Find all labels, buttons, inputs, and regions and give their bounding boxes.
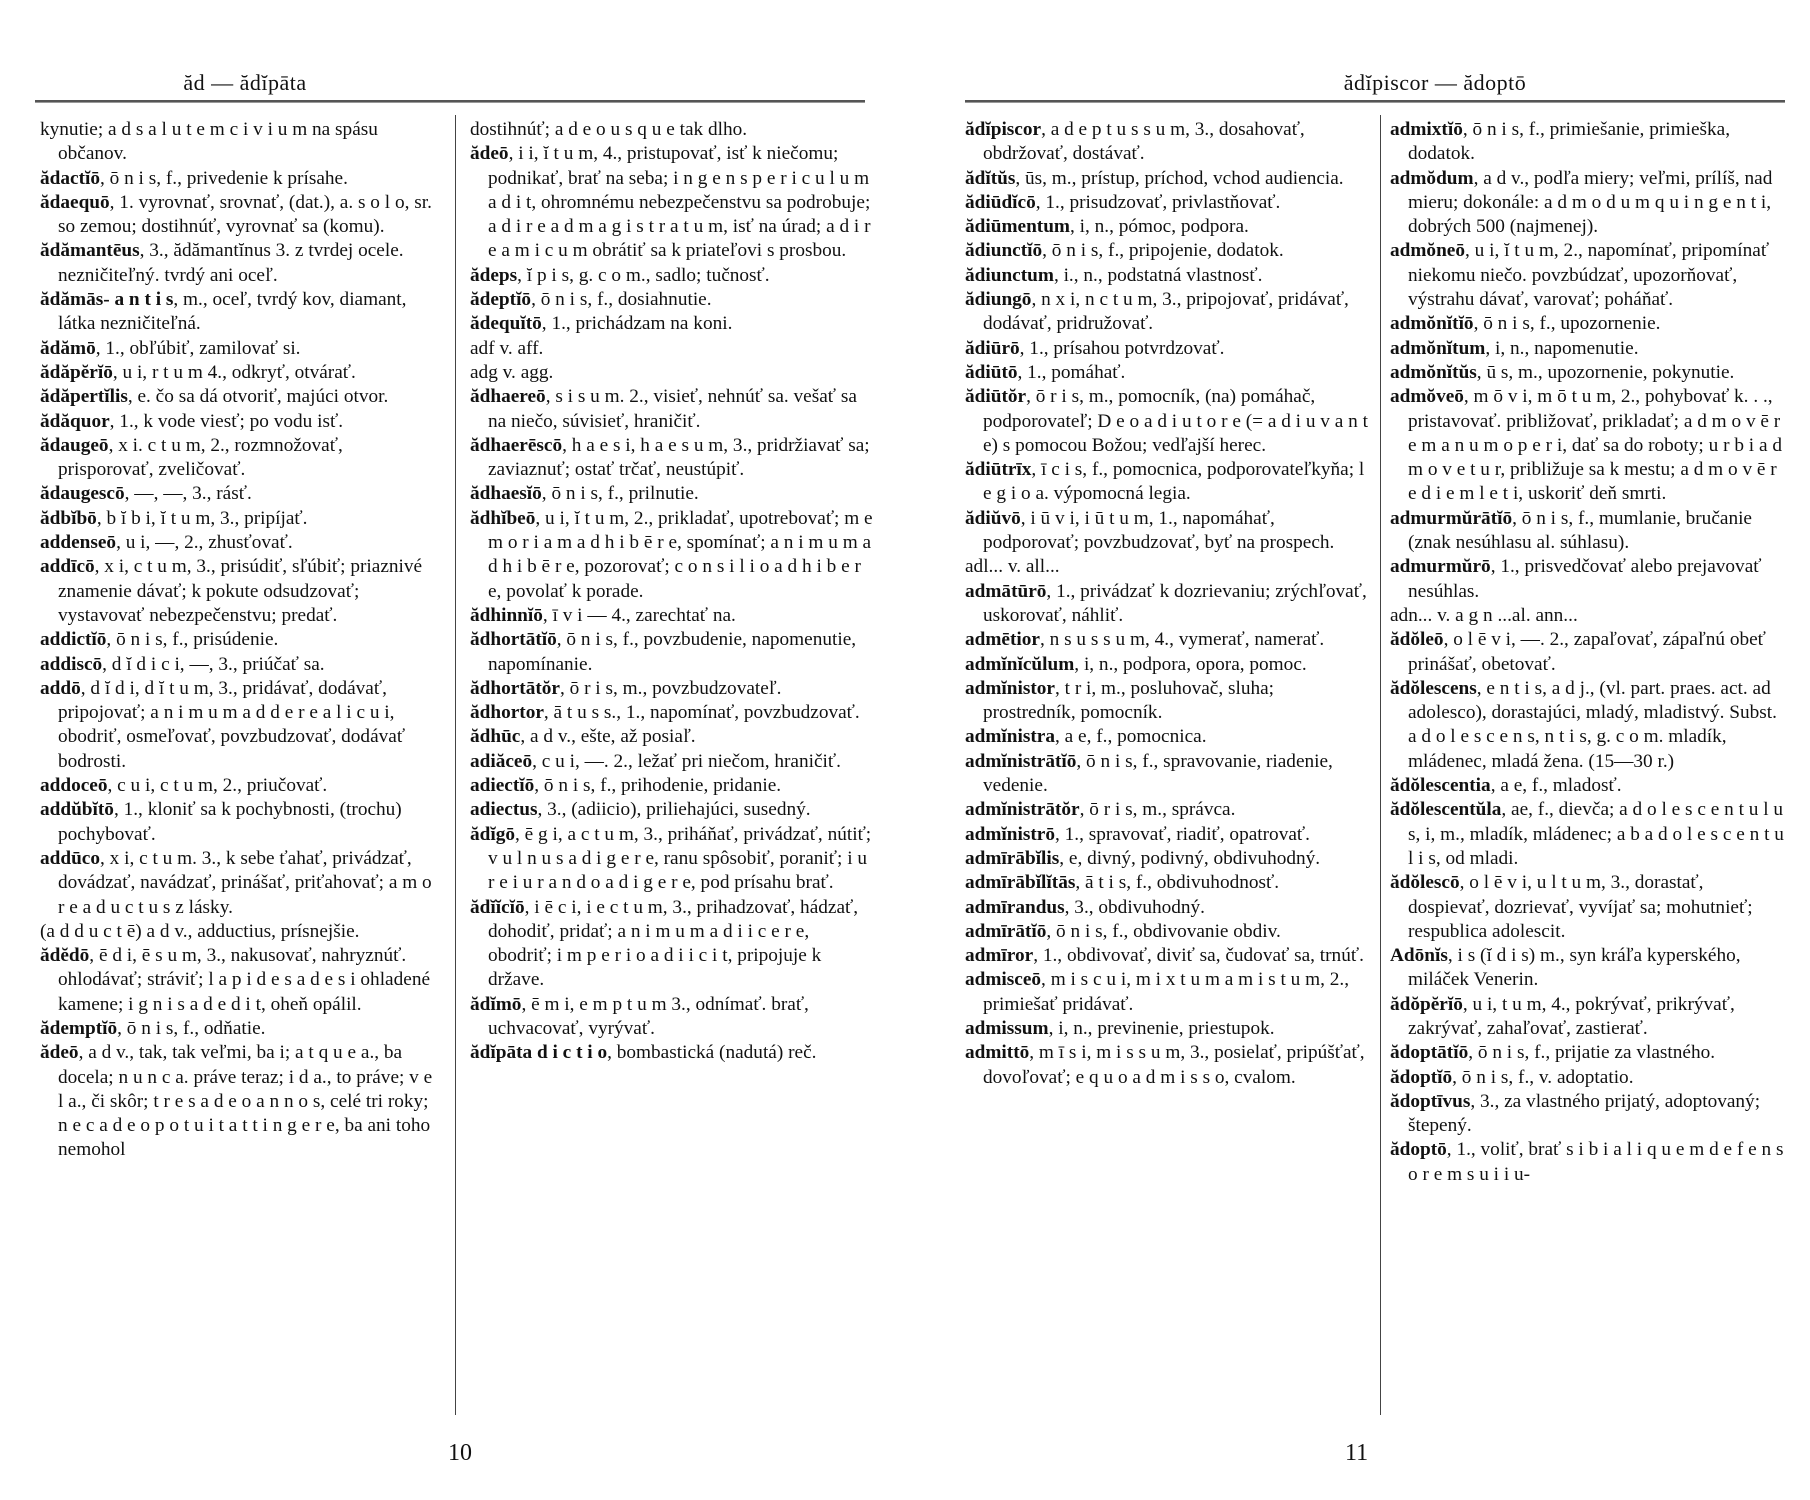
- headword: ădhortātĭō: [470, 629, 557, 651]
- headword: addūco: [40, 847, 101, 869]
- headword: ădŏpĕrĭō: [1390, 993, 1463, 1015]
- headword: addŭbĭtō: [40, 799, 114, 821]
- headword: ădoptō: [1390, 1139, 1447, 1161]
- dictionary-entry: admīrābĭlĭtās, ā t i s, f., obdivuhodnosť.: [965, 872, 1280, 894]
- dictionary-entry: ădămō, 1., obľúbiť, zamilovať si.: [40, 337, 301, 359]
- headword: admixtĭō: [1390, 119, 1463, 140]
- dictionary-entry: ădhĭbeō, u i, ĭ t u m, 2., prikladať, upotrebovať; m e m o r i a m a d h i b ē r e, spomínať; a n i m u m a d h i b ē r e, pozorovať; c o n s i l i o a d h i b e r e, povolať k porade.: [470, 507, 873, 602]
- dictionary-entry: ădămantēus, 3., ădămantĭnus 3. z tvrdej ocele. nezničiteľný. tvrdý ani oceľ.: [40, 240, 404, 286]
- left-page-number: 10: [448, 1440, 472, 1466]
- dictionary-entry: adn... v. a g n ...al. ann...: [1390, 604, 1578, 626]
- dictionary-entry: ădeps, ĭ p i s, g. c o m., sadlo; tučnosť.: [470, 264, 770, 286]
- headword: admurmŭrō: [1390, 556, 1491, 578]
- headword: ădeō: [40, 1042, 79, 1064]
- right-column-divider: [1380, 115, 1381, 1415]
- dictionary-entry: ădŏlescō, o l ē v i, u l t u m, 3., dorastať, dospievať, dozrievať, vyvíjať sa; mohutnieť; respublica adolescit.: [1390, 872, 1753, 942]
- dictionary-entry: ădactĭō, ō n i s, f., privedenie k prísahe.: [40, 167, 348, 189]
- dictionary-entry: ădiŭvō, i ū v i, i ū t u m, 1., napomáhať, podporovať; povzbudzovať, byť na prospech.: [965, 507, 1335, 554]
- headword: admīrābĭlĭtās: [965, 872, 1076, 894]
- headword: admissum: [965, 1017, 1049, 1039]
- headword: ădhortor: [470, 702, 544, 724]
- dictionary-entry: adiectĭō, ō n i s, f., prihodenie, pridanie.: [470, 775, 782, 797]
- headword: adiectĭō: [470, 775, 535, 797]
- dictionary-entry: ădiungō, n x i, n c t u m, 3., pripojovať, pridávať, dodávať, pridružovať.: [965, 289, 1349, 335]
- right-running-head: ădĭpiscor — ădoptō: [1343, 70, 1527, 95]
- headword: admīrābĭlis: [965, 847, 1060, 869]
- headword: ădăquor: [40, 410, 110, 432]
- dictionary-entry: ădemptĭō, ō n i s, f., odňatie.: [40, 1017, 266, 1039]
- headword: admīror: [965, 945, 1034, 967]
- dictionary-entry: ădiūtō, 1., pomáhať.: [965, 361, 1126, 383]
- headword: addoceō: [40, 775, 108, 797]
- headword: ădĭpiscor: [965, 119, 1042, 140]
- left-column-1: [40, 118, 440, 1163]
- headword: ădăpertĭlis: [40, 386, 128, 408]
- dictionary-entry: admīrābĭlis, e, divný, podivný, obdivuhodný.: [965, 847, 1321, 869]
- dictionary-entry: adl... v. all...: [965, 556, 1060, 578]
- dictionary-entry: adiectus, 3., (adiicio), priliehajúci, susedný.: [470, 799, 811, 821]
- headword: ădoptīvus: [1390, 1090, 1471, 1112]
- dictionary-entry: ădeō, a d v., tak, tak veľmi, ba i; a t q u e a., ba docela; n u n c a. práve teraz; i d a., to práve; v e l a., či skôr; t r e s a d e o a n n o s, celé tri roky; n e c a d e o p o t u i t a t t i n g e r e, ba ani toho nemohol: [40, 1042, 433, 1161]
- headword: admŏneō: [1390, 240, 1465, 262]
- right-header-rule: [965, 100, 1785, 103]
- dictionary-entry: ădiunctum, i., n., podstatná vlastnosť.: [965, 264, 1263, 286]
- dictionary-entry: ădoptātĭō, ō n i s, f., prijatie za vlastného.: [1390, 1042, 1716, 1064]
- headword: admĭnistrātŏr: [965, 799, 1080, 821]
- headword: ădeō: [470, 143, 509, 165]
- dictionary-entry: Adōnĭs, i s (ĭ d i s) m., syn kráľa kyperského, miláček Venerin.: [1390, 945, 1741, 991]
- dictionary-entry: admĭnistrō, 1., spravovať, riadiť, opatrovať.: [965, 823, 1310, 845]
- headword: admŏdum: [1390, 167, 1474, 189]
- headword: addictĭō: [40, 629, 107, 651]
- dictionary-entry: ădŏlescentia, a e, f., mladosť.: [1390, 775, 1622, 797]
- headword: ădactĭō: [40, 167, 100, 189]
- dictionary-entry: ădhūc, a d v., ešte, až posiaľ.: [470, 726, 696, 748]
- headword: ădŏlescō: [1390, 872, 1460, 894]
- headword: ădĕdō: [40, 945, 90, 967]
- left-running-head: ăd — ădĭpāta: [183, 70, 307, 95]
- headword: ădeps: [470, 264, 518, 286]
- dictionary-entry: adg v. agg.: [470, 361, 554, 383]
- headword: ădĭmō: [470, 993, 522, 1015]
- headword: admētior: [965, 629, 1040, 651]
- dictionary-entry: ădăquor, 1., k vode viesť; po vodu isť.: [40, 410, 344, 432]
- headword: ădiūtō: [965, 361, 1018, 383]
- dictionary-entry: addīcō, x i, c t u m, 3., prisúdiť, sľúbiť; priaznivé znamenie dávať; k pokute odsudzovať; vystavovať nebezpečenstvu; predať.: [40, 556, 423, 626]
- headword: addenseō: [40, 532, 117, 554]
- headword: ădbĭbō: [40, 507, 97, 529]
- headword: ădoptĭō: [1390, 1066, 1453, 1088]
- dictionary-entry: ădŏpĕrĭō, u i, t u m, 4., pokrývať, prikrývať, zakrývať, zahaľovať, zastierať.: [1390, 993, 1735, 1039]
- dictionary-entry: admĭnistrātĭō, ō n i s, f., spravovanie, riadenie, vedenie.: [965, 750, 1333, 797]
- dictionary-entry: admŏnĭtum, i, n., napomenutie.: [1390, 337, 1639, 359]
- headword: Adōnĭs: [1390, 945, 1448, 967]
- dictionary-entry: admŏnĭtĭō, ō n i s, f., upozornenie.: [1390, 313, 1661, 335]
- dictionary-entry: admissum, i, n., previnenie, priestupok.: [965, 1017, 1275, 1039]
- headword: admĭnistra: [965, 726, 1055, 748]
- headword: ădămantēus: [40, 240, 140, 262]
- headword: ădaequō: [40, 191, 110, 213]
- dictionary-entry: admŏdum, a d v., podľa miery; veľmi, prílíš, nad mieru; dokonále: a d m o d u m q u i n g e n t i, dobrých 500 (najmenej).: [1390, 167, 1773, 238]
- dictionary-entry: admurmŭrō, 1., prisvedčovať alebo prejavovať nesúhlas.: [1390, 556, 1762, 602]
- dictionary-entry: admixtĭō, ō n i s, f., primiešanie, primieška, dodatok.: [1390, 119, 1731, 165]
- headword: admĭnistrō: [965, 823, 1055, 845]
- headword: ădaugescō: [40, 483, 125, 505]
- dictionary-entry: kynutie; a d s a l u t e m c i v i u m na spásu občanov.: [40, 119, 378, 165]
- headword: ădŏleō: [1390, 629, 1444, 651]
- headword: admittō: [965, 1042, 1030, 1064]
- headword: ădiunctum: [965, 264, 1054, 286]
- headword: admurmŭrātĭō: [1390, 507, 1513, 529]
- dictionary-entry: ădiunctĭō, ō n i s, f., pripojenie, dodatok.: [965, 240, 1284, 262]
- headword: ădhĭbeō: [470, 507, 536, 529]
- headword: ădĭpāta d i c t i o: [470, 1042, 608, 1064]
- dictionary-entry: ădeō, i i, ĭ t u m, 4., pristupovať, isť k niečomu; podnikať, brať na seba; i n g e n s p e r i c u l u m a d i t, ohromnému nebezpečenstvu sa podrobuje; a d i r e a d m a g i s t r a t u m, isť na úrad; a d i r e a m i c u m obrátiť sa k priateľovi s prosbou.: [470, 143, 871, 262]
- headword: ădhinnĭō: [470, 604, 543, 626]
- headword: ădoptātĭō: [1390, 1042, 1469, 1064]
- headword: ădiūmentum: [965, 216, 1070, 238]
- dictionary-entry: adf v. aff.: [470, 337, 544, 359]
- dictionary-entry: admĭnĭcŭlum, i, n., podpora, opora, pomoc.: [965, 653, 1307, 675]
- dictionary-entry: ădhortor, ā t u s s., 1., napomínať, povzbudzovať.: [470, 702, 860, 724]
- dictionary-entry: ădiūrō, 1., prísahou potvrdzovať.: [965, 337, 1225, 359]
- headword: admīrandus: [965, 896, 1065, 918]
- dictionary-entry: ădiūtŏr, ō r i s, m., pomocník, (na) pomáhač, podporovateľ; D e o a d i u t o r e (= a d i u v a n t e) s pomocou Božou; vedľajší herec.: [965, 386, 1368, 456]
- dictionary-entry: ădŏleō, o l ē v i, —. 2., zapaľovať, zápaľnú obeť prinášať, obetovať.: [1390, 629, 1766, 675]
- dictionary-entry: admīror, 1., obdivovať, diviť sa, čudovať sa, trnúť.: [965, 945, 1364, 967]
- headword: admŏnĭtŭs: [1390, 361, 1477, 383]
- headword: ădaugeō: [40, 434, 109, 456]
- headword: ădhaereō: [470, 386, 546, 408]
- dictionary-entry: ădhaereō, s i s u m. 2., visieť, nehnúť sa. vešať sa na niečo, súvisieť, hraničiť.: [470, 386, 857, 432]
- headword: adiectus: [470, 799, 538, 821]
- dictionary-entry: ădĭgō, ē g i, a c t u m, 3., priháňať, privádzať, nútiť; v u l n u s a d i g e r e, ranu spôsobiť, poraniť; i u r e i u r a n d o a d i g e r e, pod prísahu brať.: [470, 823, 872, 894]
- dictionary-entry: admurmŭrātĭō, ō n i s, f., mumlanie, bručanie (znak nesúhlasu al. súhlasu).: [1390, 507, 1752, 554]
- headword: ădeptĭō: [470, 289, 532, 311]
- headword: ădemptĭō: [40, 1017, 118, 1039]
- headword: addō: [40, 677, 81, 699]
- dictionary-entry: ădaugescō, —, —, 3., rásť.: [40, 483, 252, 505]
- headword: ădhaesĭō: [470, 483, 542, 505]
- left-column-2: [470, 118, 875, 1066]
- headword: ădămō: [40, 337, 96, 359]
- dictionary-entry: ădhaerēscō, h a e s i, h a e s u m, 3., pridržiavať sa; zaviaznuť; ostať trčať, neustúpiť.: [470, 434, 870, 481]
- dictionary-entry: ădhaesĭō, ō n i s, f., prilnutie.: [470, 483, 699, 505]
- dictionary-entry: ădĭĭcĭō, i ē c i, i e c t u m, 3., prihadzovať, hádzať, dohodiť, pridať; a n i m u m a d i i c e r e, obodriť; i m p e r i o a d i i c i t, pripojuje k države.: [470, 896, 859, 991]
- headword: admātūrō: [965, 580, 1047, 602]
- headword: admŏnĭtum: [1390, 337, 1486, 359]
- dictionary-entry: admīrātĭō, ō n i s, f., obdivovanie obdiv.: [965, 920, 1281, 942]
- dictionary-entry: ădĕdō, ē d i, ē s u m, 3., nakusovať, nahryznúť. ohlodávať; stráviť; l a p i d e s a d e s i ohladené kamene; i g n i s a d e d i t, oheň opálil.: [40, 945, 431, 1015]
- dictionary-entry: ădĭpāta d i c t i o, bombastická (nadutá) reč.: [470, 1042, 817, 1064]
- dictionary-entry: ădeptĭō, ō n i s, f., dosiahnutie.: [470, 289, 712, 311]
- headword: ădŏlescens: [1390, 677, 1477, 699]
- right-page-number: 11: [1345, 1440, 1369, 1466]
- headword: admisceō: [965, 969, 1042, 991]
- dictionary-entry: ădaugeō, x i. c t u m, 2., rozmnožovať, prisporovať, zveličovať.: [40, 434, 343, 481]
- dictionary-entry: dostihnúť; a d e o u s q u e tak dlho.: [470, 119, 748, 140]
- headword: ădequĭtō: [470, 313, 542, 335]
- headword: admĭnĭcŭlum: [965, 653, 1075, 675]
- dictionary-entry: admŏnĭtŭs, ū s, m., upozornenie, pokynutie.: [1390, 361, 1735, 383]
- headword: ădiŭvō: [965, 507, 1021, 529]
- dictionary-entry: ădăpertĭlis, e. čo sa dá otvoriť, majúci otvor.: [40, 386, 389, 408]
- dictionary-entry: admētior, n s u s s u m, 4., vymerať, namerať.: [965, 629, 1325, 651]
- dictionary-entry: ădăpĕrĭō, u i, r t u m 4., odkryť, otvárať.: [40, 361, 356, 383]
- headword: admĭnistrātĭō: [965, 750, 1077, 772]
- right-column-2: [1390, 118, 1785, 1187]
- headword: admĭnistor: [965, 677, 1055, 699]
- headword: adiăceō: [470, 750, 533, 772]
- dictionary-entry: ădhortātŏr, ō r i s, m., povzbudzovateľ.: [470, 677, 782, 699]
- headword: ădŏlescentia: [1390, 775, 1491, 797]
- dictionary-entry: ădiūmentum, i, n., pómoc, podpora.: [965, 216, 1249, 238]
- headword: ădhaerēscō: [470, 434, 563, 456]
- headword: ădhūc: [470, 726, 521, 748]
- dictionary-entry: ădbĭbō, b ĭ b i, ĭ t u m, 3., pripíjať.: [40, 507, 308, 529]
- headword: ădăpĕrĭō: [40, 361, 113, 383]
- dictionary-entry: ădămās- a n t i s, m., oceľ, tvrdý kov, diamant, látka nezničiteľná.: [40, 289, 407, 335]
- headword: admŏnĭtĭō: [1390, 313, 1474, 335]
- dictionary-entry: ădiūtrīx, ī c i s, f., pomocnica, podporovateľkyňa; l e g i o a. výpomocná legia.: [965, 459, 1365, 505]
- dictionary-entry: ădĭmō, ē m i, e m p t u m 3., odnímať. brať, uchvacovať, vyrývať.: [470, 993, 809, 1039]
- dictionary-entry: ădhinnĭō, ī v i — 4., zarechtať na.: [470, 604, 736, 626]
- headword: admīrātĭō: [965, 920, 1047, 942]
- dictionary-entry: admĭnistor, t r i, m., posluhovač, sluha; prostredník, pomocník.: [965, 677, 1275, 724]
- headword: ădĭĭcĭō: [470, 896, 525, 918]
- dictionary-entry: addŭbĭtō, 1., kloniť sa k pochybnosti, (trochu) pochybovať.: [40, 799, 402, 845]
- dictionary-entry: addictĭō, ō n i s, f., prisúdenie.: [40, 629, 279, 651]
- dictionary-entry: adiăceō, c u i, —. 2., ležať pri niečom, hraničiť.: [470, 750, 841, 772]
- dictionary-entry: ădĭpiscor, a d e p t u s s u m, 3., dosahovať, obdržovať, dostávať.: [965, 119, 1305, 165]
- dictionary-entry: (a d d u c t ē) a d v., adductius, prísnejšie.: [40, 920, 360, 942]
- dictionary-entry: admŏneō, u i, ĭ t u m, 2., napomínať, pripomínať niekomu niečo. povzbúdzať, upozorňovať, výstrahu dávať, varovať; poháňať.: [1390, 240, 1770, 311]
- headword: ădiūrō: [965, 337, 1020, 359]
- dictionary-entry: ădŏlescentŭla, ae, f., dievča; a d o l e s c e n t u l u s, i, m., mladík, mládenec; a b a d o l e s c e n t u l i s, od mladi.: [1390, 799, 1784, 869]
- dictionary-entry: ădoptō, 1., voliť, brať s i b i a l i q u e m d e f e n s o r e m s u i i u-: [1390, 1139, 1784, 1185]
- dictionary-entry: admīrandus, 3., obdivuhodný.: [965, 896, 1205, 918]
- headword: ădiūtrīx: [965, 459, 1032, 481]
- headword: ădiunctĭō: [965, 240, 1043, 262]
- dictionary-entry: addiscō, d ĭ d i c i, —, 3., priúčať sa.: [40, 653, 325, 675]
- dictionary-entry: admisceō, m i s c u i, m i x t u m a m i s t u m, 2., primiešať pridávať.: [965, 969, 1350, 1015]
- dictionary-entry: admĭnistra, a e, f., pomocnica.: [965, 726, 1207, 748]
- dictionary-entry: ădoptĭō, ō n i s, f., v. adoptatio.: [1390, 1066, 1634, 1088]
- dictionary-entry: ădĭtŭs, ūs, m., prístup, príchod, vchod audiencia.: [965, 167, 1344, 189]
- dictionary-entry: ădiūdĭcō, 1., prisudzovať, privlastňovať.: [965, 191, 1281, 213]
- dictionary-entry: addūco, x i, c t u m. 3., k sebe ťahať, privádzať, dovádzať, navádzať, prinášať, priťahovať; a m o r e a d u c t u s z lásky.: [40, 847, 432, 918]
- headword: ădiūdĭcō: [965, 191, 1036, 213]
- dictionary-entry: ădaequō, 1. vyrovnať, srovnať, (dat.), a. s o l o, sr. so zemou; dostihnúť, vyrovnať sa (komu).: [40, 191, 432, 238]
- dictionary-entry: admātūrō, 1., privádzať k dozrievaniu; zrýchľovať, uskorovať, náhliť.: [965, 580, 1367, 626]
- left-column-divider: [455, 115, 456, 1415]
- left-header-rule: [35, 100, 865, 103]
- dictionary-entry: ădoptīvus, 3., za vlastného prijatý, adoptovaný; štepený.: [1390, 1090, 1761, 1137]
- dictionary-entry: admĭnistrātŏr, ō r i s, m., správca.: [965, 799, 1236, 821]
- headword: ădŏlescentŭla: [1390, 799, 1502, 821]
- right-column-1: [965, 118, 1370, 1090]
- dictionary-entry: addenseō, u i, —, 2., zhusťovať.: [40, 532, 293, 554]
- dictionary-entry: admittō, m ī s i, m i s s u m, 3., posielať, pripúšťať, dovoľovať; e q u o a d m i s s o, cvalom.: [965, 1042, 1365, 1088]
- headword: addīcō: [40, 556, 95, 578]
- dictionary-entry: ădhortātĭō, ō n i s, f., povzbudenie, napomenutie, napomínanie.: [470, 629, 857, 675]
- headword: ădĭtŭs: [965, 167, 1016, 189]
- dictionary-entry: addō, d ĭ d i, d ĭ t u m, 3., pridávať, dodávať, pripojovať; a n i m u m a d d e r e a l i c u i, obodriť, osmeľovať, povzbudzovať, dodávať bodrosti.: [40, 677, 406, 772]
- headword: ădhortātŏr: [470, 677, 560, 699]
- headword: admŏveō: [1390, 386, 1464, 408]
- dictionary-entry: ădequĭtō, 1., prichádzam na koni.: [470, 313, 733, 335]
- dictionary-entry: admŏveō, m ō v i, m ō t u m, 2., pohybovať k. . ., pristavovať. približovať, prikladať; a d m o v ē r e m a n u m o p e r i, dať sa do roboty; u r b i a d m o v e t u r, približuje sa k mestu; a d m o v ē r e d i e m l e t i, uskoriť deň smrti.: [1390, 386, 1782, 505]
- right-page: [905, 0, 1810, 1500]
- headword: ădĭgō: [470, 823, 516, 845]
- dictionary-entry: addoceō, c u i, c t u m, 2., priučovať.: [40, 775, 328, 797]
- headword: ădiungō: [965, 289, 1032, 311]
- dictionary-entry: ădŏlescens, e n t i s, a d j., (vl. part. praes. act. ad adolesco), dorastajúci, mladý, mladistvý. Subst. a d o l e s c e n s, n t i s, g. c o m. mladík, mládenec, mladá žena. (15—30 r.): [1390, 677, 1777, 772]
- headword: addiscō: [40, 653, 103, 675]
- headword: ădiūtŏr: [965, 386, 1027, 408]
- headword: ădămās- a n t i s: [40, 289, 174, 311]
